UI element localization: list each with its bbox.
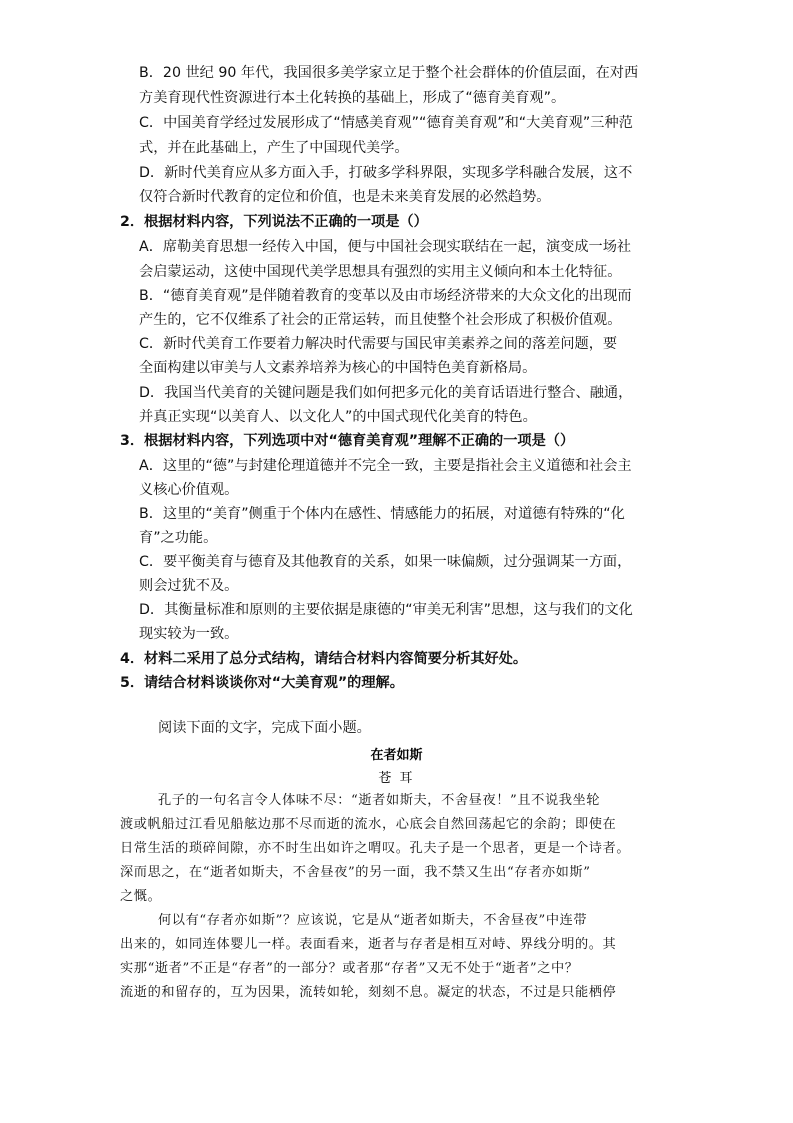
q3-option-d-line2: 现实较为一致。	[139, 626, 239, 642]
passage-title: 在者如斯	[370, 748, 423, 763]
q2-option-d-line1: D．我国当代美育的关键问题是我们如何把多元化的美育话语进行整合、融通，	[139, 385, 633, 401]
q4-stem: 4．材料二采用了总分式结构，请结合材料内容简要分析其好处。	[120, 651, 528, 667]
passage-line: 流逝的和留存的，互为因果，流转如轮，刻刻不息。凝定的状态，不过是只能栖停	[120, 985, 617, 1000]
passage-line: 日常生活的琐碎间隙，亦不时生出如许之喟叹。孔夫子是一个思者，更是一个诗者。	[120, 841, 631, 856]
passage-line: 何以有“存者亦如斯”？应该说，它是从“逝者如斯夫，不舍昼夜”中连带	[158, 913, 588, 928]
q3-option-b-line1: B．这里的“美育”侧重于个体内在感性、情感能力的拓展，对道德有特殊的“化	[139, 506, 625, 522]
passage-line: 出来的，如同连体婴儿一样。表面看来，逝者与存者是相互对峙、界线分明的。其	[120, 937, 617, 952]
q1-option-b-line2: 方美育现代性资源进行本土化转换的基础上，形成了“德育美育观”。	[139, 90, 566, 106]
passage-author: 苍 耳	[378, 771, 415, 786]
reading-intro: 阅读下面的文字，完成下面小题。	[158, 720, 371, 736]
q3-stem: 3．根据材料内容，下列选项中对“德育美育观”理解不正确的一项是（）	[120, 433, 575, 449]
q2-option-a-line2: 会启蒙运动，这使中国现代美学思想具有强烈的实用主义倾向和本土化特征。	[139, 264, 622, 280]
q2-option-b-line2: 产生的，它不仅维系了社会的正常运转，而且使整个社会形成了积极价值观。	[139, 312, 622, 328]
passage-line: 实那“逝者”不正是“存者”的一部分？或者那“存者”又无不处于“逝者”之中？	[120, 961, 579, 976]
q3-option-a-line1: A．这里的“德”与封建伦理道德并不完全一致，主要是指社会主义道德和社会主	[139, 458, 632, 474]
q1-option-b-line1: B．20 世纪 90 年代，我国很多美学家立足于整个社会群体的价值层面，在对西	[139, 65, 639, 81]
q2-option-d-line2: 并真正实现“以美育人、以文化人”的中国式现代化美育的特色。	[139, 409, 537, 425]
q1-option-c-line2: 式，并在此基础上，产生了中国现代美学。	[139, 140, 409, 156]
q1-option-c-line1: C．中国美育学经过发展形成了“情感美育观”“德育美育观”和“大美育观”三种范	[139, 115, 633, 131]
q1-option-d-line2: 仅符合新时代教育的定位和价值，也是未来美育发展的必然趋势。	[139, 189, 551, 205]
q2-stem: 2．根据材料内容，下列说法不正确的一项是（）	[120, 214, 428, 230]
q2-option-a-line1: A．席勒美育思想一经传入中国，便与中国社会现实联结在一起，演变成一场社	[139, 239, 632, 255]
passage-line: 深而思之，在“逝者如斯夫，不舍昼夜”的另一面，我不禁又生出“存者亦如斯”	[120, 865, 591, 880]
q3-option-c-line2: 则会过犹不及。	[139, 578, 239, 594]
q3-option-c-line1: C．要平衡美育与德育及其他教育的关系，如果一味偏颇，过分强调某一方面，	[139, 554, 632, 570]
passage-line: 孔子的一句名言令人体味不尽：“逝者如斯夫，不舍昼夜！”且不说我坐轮	[158, 793, 601, 808]
q2-option-c-line2: 全面构建以审美与人文素养培养为核心的中国特色美育新格局。	[139, 360, 537, 376]
q2-option-c-line1: C．新时代美育工作要着力解决时代需要与国民审美素养之间的落差问题，要	[139, 336, 618, 352]
q2-option-b-line1: B．“德育美育观”是伴随着教育的变革以及由市场经济带来的大众文化的出现而	[139, 288, 632, 304]
passage-line: 之慨。	[120, 889, 162, 904]
q1-option-d-line1: D．新时代美育应从多方面入手，打破多学科界限，实现多学科融合发展，这不	[139, 165, 633, 181]
q3-option-a-line2: 义核心价值观。	[139, 482, 239, 498]
passage-line: 渡或帆船过江看见船舷边那不尽而逝的流水，心底会自然回荡起它的余韵；即使在	[120, 817, 617, 832]
q3-option-b-line2: 育”之功能。	[139, 530, 218, 546]
q5-stem: 5．请结合材料谈谈你对“大美育观”的理解。	[120, 675, 404, 691]
q3-option-d-line1: D．其衡量标准和原则的主要依据是康德的“审美无利害”思想，这与我们的文化	[139, 602, 633, 618]
